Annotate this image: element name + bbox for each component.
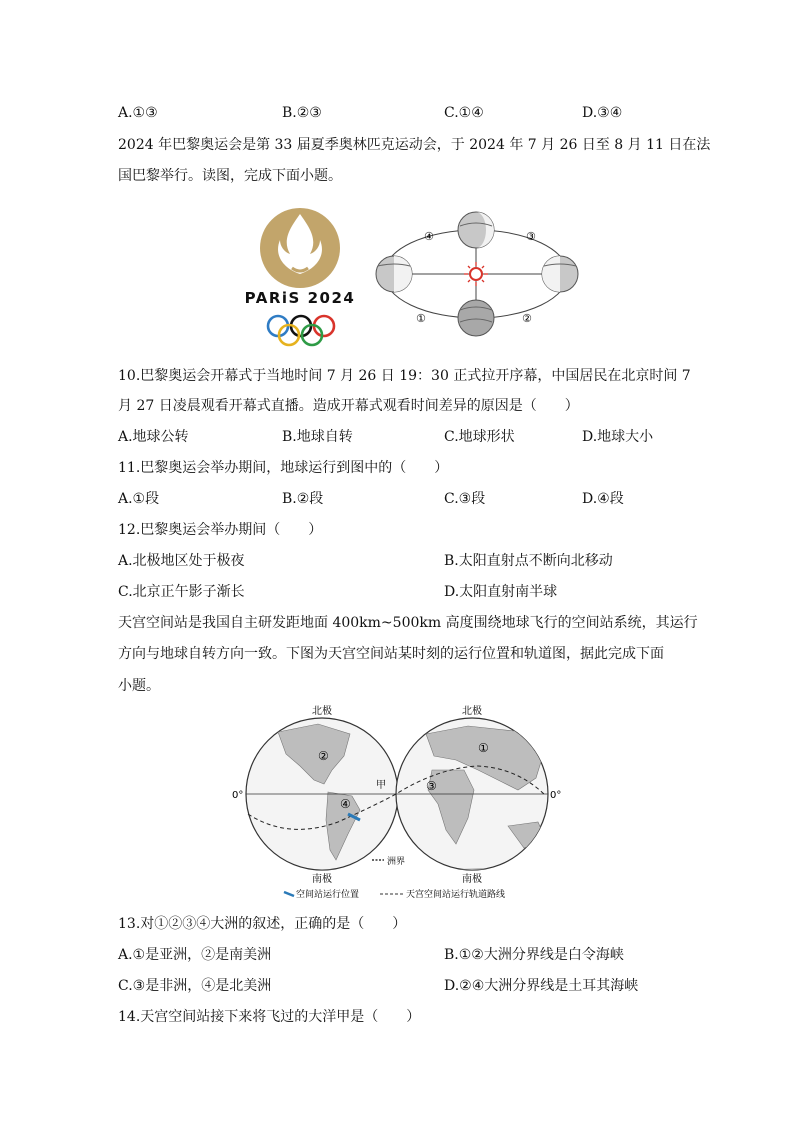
- equator-label-right: 0°: [550, 790, 562, 801]
- olympic-rings-icon: [268, 316, 334, 345]
- q12-stem: 12.巴黎奥运会举办期间（ ）: [118, 522, 323, 538]
- q12-option-c: C.北京正午影子渐长: [118, 584, 245, 600]
- tiangong-orbit-map: [228, 700, 568, 902]
- q13-option-b: B.①②大洲分界线是白令海峡: [444, 947, 624, 963]
- q10-option-c: C.地球形状: [444, 429, 515, 445]
- passage1-line2: 国巴黎举行。读图，完成下面小题。: [118, 168, 342, 184]
- q9-option-b: B.②③: [282, 105, 322, 121]
- legend-station-icon: [284, 892, 294, 896]
- q12-option-a: A.北极地区处于极夜: [118, 553, 245, 569]
- legend-station-label: 空间站运行位置: [296, 890, 360, 900]
- north-pole-label-right: 北极: [462, 706, 482, 717]
- q13-option-a: A.①是亚洲，②是南美洲: [118, 947, 272, 963]
- q11-option-b: B.②段: [282, 491, 324, 507]
- earth-right: [542, 256, 578, 292]
- q11-option-d: D.④段: [582, 491, 624, 507]
- orbit-label-4: ④: [424, 230, 434, 243]
- continent-label-2: ②: [318, 749, 329, 763]
- q10-option-a: A.地球公转: [118, 429, 189, 445]
- passage2-line2: 方向与地球自转方向一致。下图为天宫空间站某时刻的运行位置和轨道图，据此完成下面: [118, 646, 664, 662]
- orbit-label-3: ③: [526, 230, 536, 243]
- earth-left: [376, 256, 412, 292]
- q13-option-d: D.②④大洲分界线是土耳其海峡: [444, 978, 639, 994]
- legend-track-label: 天宫空间站运行轨道路线: [406, 890, 506, 900]
- q10-stem-line1: 10.巴黎奥运会开幕式于当地时间 7 月 26 日 19：30 正式拉开序幕，中国居民在北京时间 7: [118, 368, 691, 384]
- q9-option-d: D.③④: [582, 105, 623, 121]
- orbit-label-2: ②: [522, 312, 532, 325]
- western-hemisphere: [246, 718, 398, 882]
- q11-stem: 11.巴黎奥运会举办期间，地球运行到图中的（ ）: [118, 460, 449, 476]
- sun-icon: [464, 262, 488, 286]
- logo-text: PARiS 2024: [244, 289, 356, 307]
- q11-option-a: A.①段: [118, 491, 160, 507]
- q10-option-d: D.地球大小: [582, 429, 654, 445]
- q14-stem: 14.天宫空间站接下来将飞过的大洋甲是（ ）: [118, 1009, 421, 1025]
- orbit-label-1: ①: [416, 312, 426, 325]
- earth-top: [458, 212, 494, 248]
- q11-option-c: C.③段: [444, 491, 486, 507]
- south-pole-label-right: 南极: [462, 874, 482, 885]
- continent-label-3: ③: [426, 779, 437, 793]
- q9-option-c: C.①④: [444, 105, 484, 121]
- q12-option-b: B.太阳直射点不断向北移动: [444, 553, 613, 569]
- q13-option-c: C.③是非洲，④是北美洲: [118, 978, 272, 994]
- q9-option-a: A.①③: [118, 105, 158, 121]
- q10-stem-line2: 月 27 日凌晨观看开幕式直播。造成开幕式观看时间差异的原因是（ ）: [118, 398, 579, 414]
- ocean-label-jia: 甲: [376, 780, 386, 791]
- passage2-line1: 天宫空间站是我国自主研发距地面 400km~500km 高度围绕地球飞行的空间站系统，其运行: [118, 615, 698, 631]
- q10-option-b: B.地球自转: [282, 429, 353, 445]
- continent-label-4: ④: [340, 797, 351, 811]
- south-pole-label-left: 南极: [312, 874, 332, 885]
- paris-2024-logo: [234, 202, 368, 348]
- legend-boundary-label: 洲界: [387, 857, 406, 867]
- north-pole-label-left: 北极: [312, 706, 332, 717]
- eastern-hemisphere: [396, 718, 548, 882]
- passage2-line3: 小题。: [118, 678, 160, 694]
- equator-label-left: 0°: [232, 790, 244, 801]
- q12-option-d: D.太阳直射南半球: [444, 584, 558, 600]
- q13-stem: 13.对①②③④大洲的叙述，正确的是（ ）: [118, 916, 407, 932]
- continent-label-1: ①: [478, 741, 489, 755]
- earth-orbit-diagram: [372, 204, 584, 344]
- passage1-line1: 2024 年巴黎奥运会是第 33 届夏季奥林匹克运动会，于 2024 年 7 月 26 日至 8 月 11 日在法: [118, 137, 711, 153]
- earth-bottom: [458, 300, 494, 336]
